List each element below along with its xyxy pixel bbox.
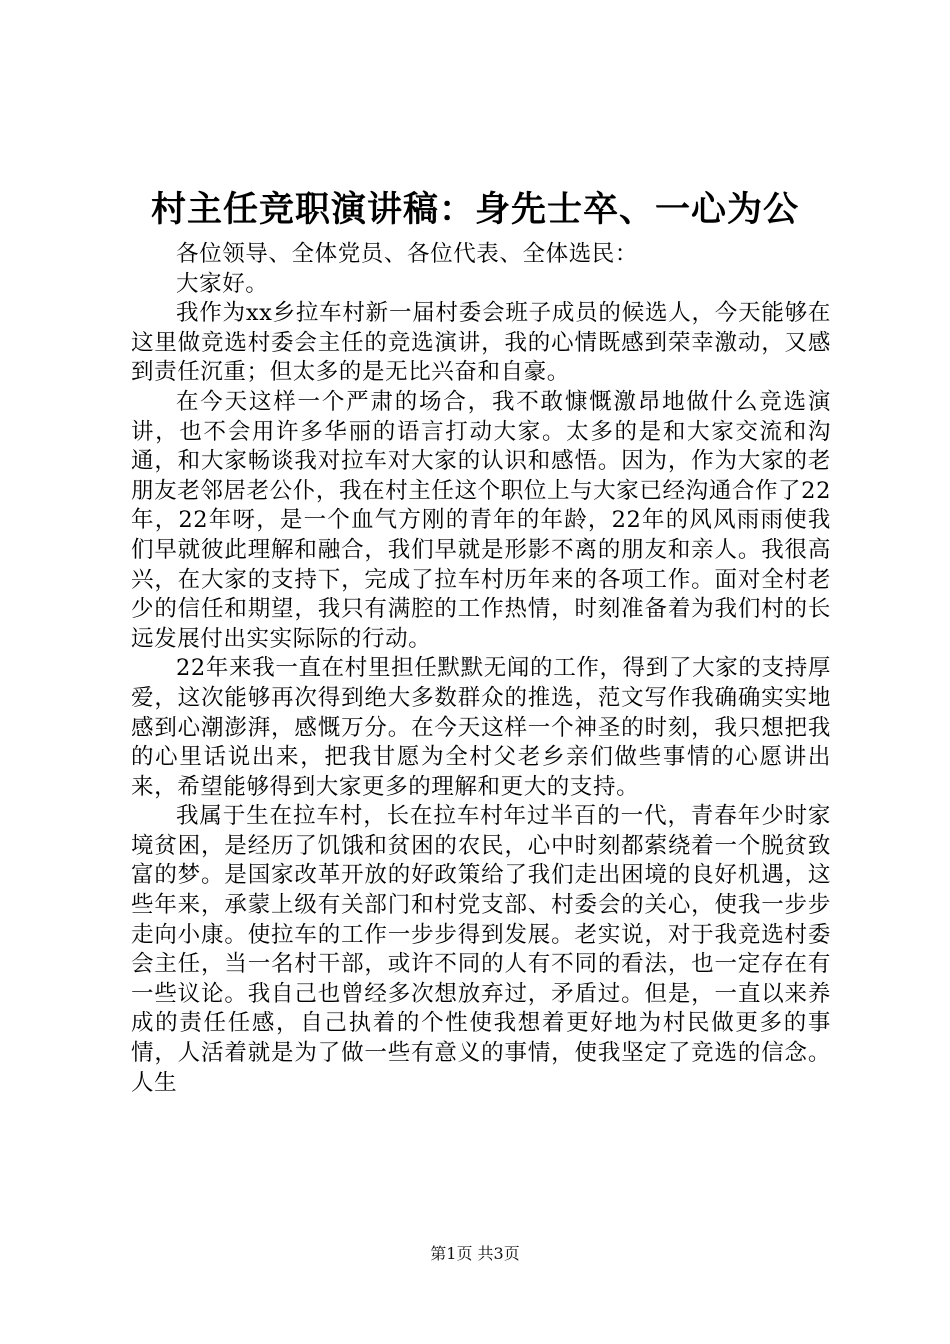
- salutation-paragraph: 各位领导、全体党员、各位代表、全体选民：: [176, 241, 639, 267]
- body-paragraph: 22年来我一直在村里担任默默无闻的工作，得到了大家的支持厚爱，这次能够再次得到绝大多数群众的推选，范文写作我确确实实地感到心潮澎湃，感慨万分。在今天这样一个神圣的时刻，我只想把我的心里话说出来，把我甘愿为全村父老乡亲们做些事情的心愿讲出来，希望能够得到大家更多的理解和更大的支持。: [131, 655, 831, 800]
- body-paragraph: 在今天这样一个严肃的场合，我不敢慷慨激昂地做什么竞选演讲，也不会用许多华丽的语言打动大家。太多的是和大家交流和沟通，和大家畅谈我对拉车对大家的认识和感悟。因为，作为大家的老朋友老邻居老公仆，我在村主任这个职位上与大家已经沟通合作了22年，22年呀，是一个血气方刚的青年的年龄，22年的风风雨雨使我们早就彼此理解和融合，我们早就是形影不离的朋友和亲人。我很高兴，在大家的支持下，完成了拉车村历年来的各项工作。面对全村老少的信任和期望，我只有满腔的工作热情，时刻准备着为我们村的长远发展付出实实际际的行动。: [131, 388, 831, 652]
- document-title: 村主任竞职演讲稿：身先士卒、一心为公: [150, 190, 799, 230]
- document-body: [131, 240, 831, 1098]
- page-number-footer: 第1页 共3页: [430, 1244, 520, 1263]
- body-paragraph: 我属于生在拉车村，长在拉车村年过半百的一代，青春年少时家境贫困，是经历了饥饿和贫困的农民，心中时刻都萦绕着一个脱贫致富的梦。是国家改革开放的好政策给了我们走出困境的良好机遇，这些年来，承蒙上级有关部门和村党支部、村委会的关心，使我一步步走向小康。使拉车的工作一步步得到发展。老实说，对于我竞选村委会主任，当一名村干部，或许不同的人有不同的看法，也一定存在有一些议论。我自己也曾经多次想放弃过，矛盾过。但是，一直以来养成的责任任感，自己执着的个性使我想着更好地为村民做更多的事情，人活着就是为了做一些有意义的事情，使我坚定了竞选的信念。人生: [131, 803, 831, 1096]
- greeting-paragraph: 大家好。: [176, 270, 269, 297]
- body-paragraph: 我作为xx乡拉车村新一届村委会班子成员的候选人，今天能够在这里做竞选村委会主任的竞选演讲，我的心情既感到荣幸激动，又感到责任沉重；但太多的是无比兴奋和自豪。: [131, 300, 831, 386]
